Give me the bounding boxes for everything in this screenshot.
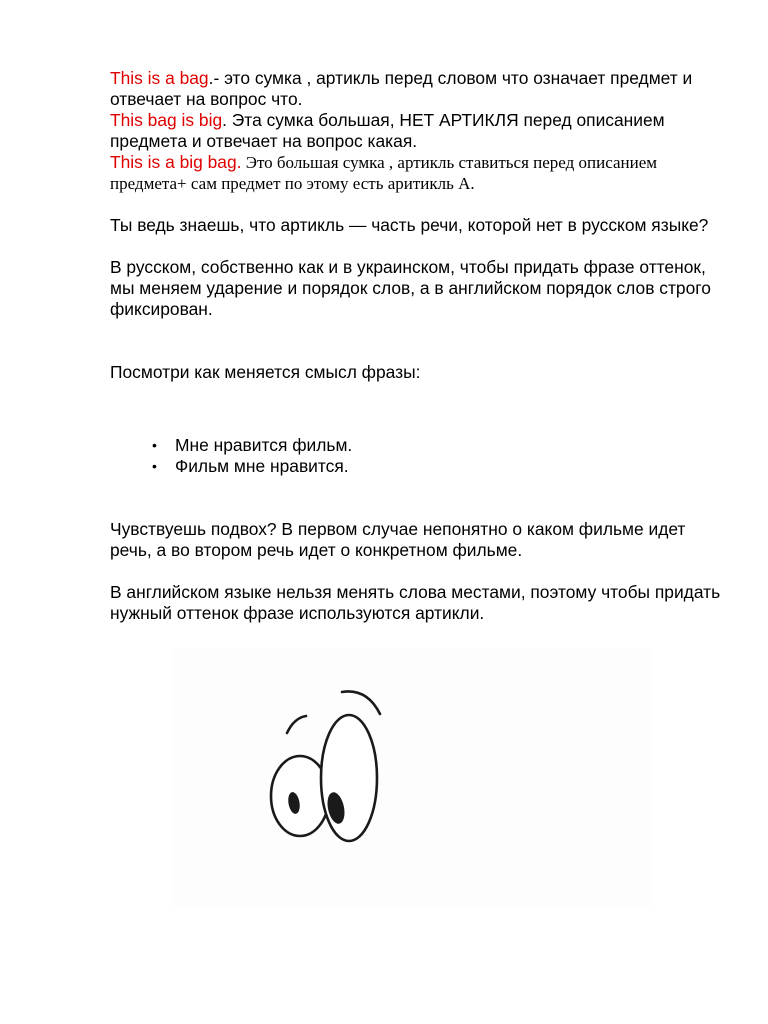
example-2 (110, 110, 722, 152)
example-3-english: This is a big bag. (110, 152, 242, 172)
list-item-text: Мне нравится фильм. (175, 435, 353, 455)
example-1-explanation: .- это сумка , артикль перед словом что означает предмет и отвечает на вопрос что. (110, 68, 693, 109)
example-3 (110, 152, 722, 194)
paragraph-article-intro: Ты ведь знаешь, что артикль — часть речи, которой нет в русском языке? (110, 215, 709, 235)
paragraph-look-phrase: Посмотри как меняется смысл фразы: (110, 362, 421, 382)
cartoon-eyes-icon (172, 648, 652, 906)
document-body (110, 68, 722, 624)
bullet-icon: • (152, 458, 157, 474)
bullet-icon: • (152, 437, 157, 453)
illustration (172, 648, 652, 906)
paragraph-catch: Чувствуешь подвох? В первом случае непонятно о каком фильме идет речь, а во втором речь идет о конкретном фильме. (110, 519, 686, 560)
example-1-english: This is a bag (110, 68, 209, 88)
list-item (110, 435, 722, 456)
paragraph-english-articles: В английском языке нельзя менять слова местами, поэтому чтобы придать нужный оттенок фразе используются артикли. (110, 582, 721, 623)
list-item (110, 456, 722, 477)
example-2-english: This bag is big (110, 110, 223, 130)
list-item-text: Фильм мне нравится. (175, 456, 349, 476)
paragraph-word-order: В русском, собственно как и в украинском, чтобы придать фразе оттенок, мы меняем ударение и порядок слов, а в английском порядок слов строго фиксирован. (110, 257, 711, 319)
example-1 (110, 68, 722, 110)
example-2-explanation: . Эта сумка большая, НЕТ АРТИКЛЯ перед описанием предмета и отвечает на вопрос какая. (110, 110, 665, 151)
example-3-explanation: Это большая сумка , артикль ставиться перед описанием предмета+ сам предмет по этому есть аритикль А. (110, 153, 658, 193)
example-phrases-list (110, 435, 722, 477)
